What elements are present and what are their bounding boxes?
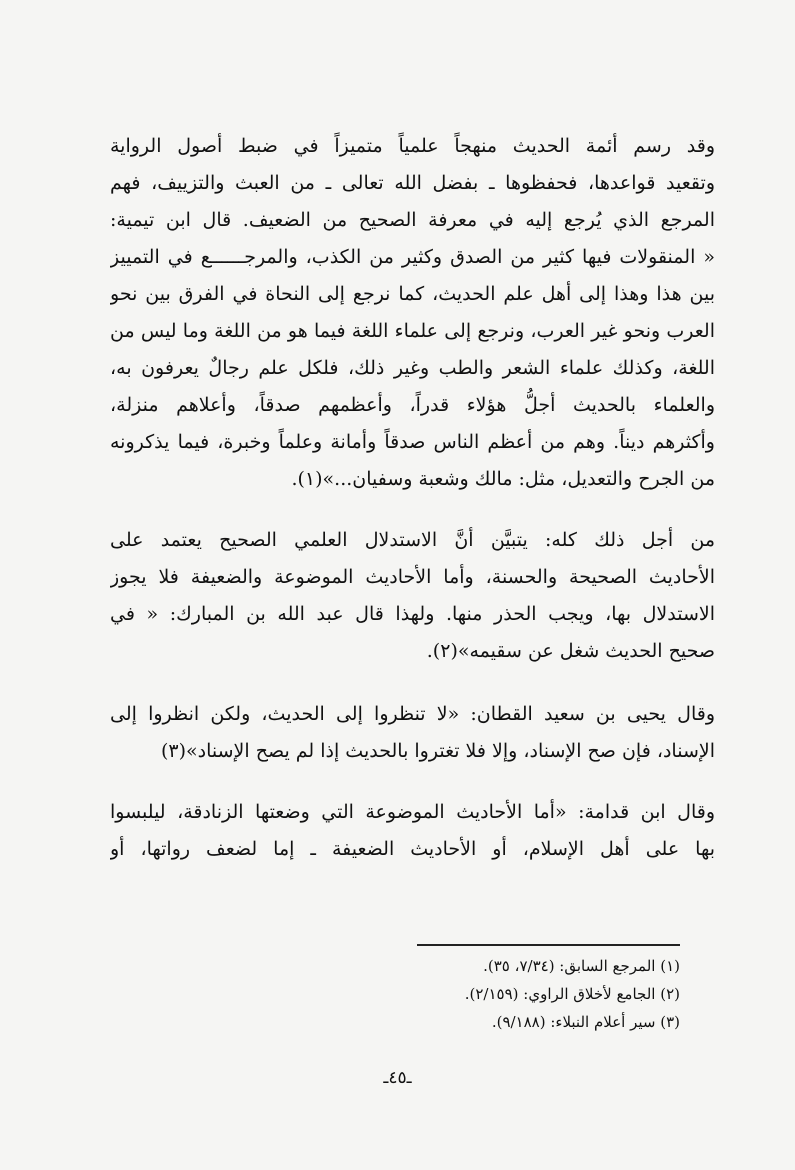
text-line: وقال ابن قدامة: «أما الأحاديث الموضوعة التي وضعتها الزنادقة، ليلبسوا — [110, 801, 715, 823]
text-line: بين هذا وهذا إلى أهل علم الحديث، كما نرجع إلى النحاة في الفرق بين نحو — [110, 283, 715, 305]
paragraph-4 — [110, 794, 715, 868]
footnotes — [320, 952, 680, 1036]
text-line: صحيح الحديث شغل عن سقيمه»(٢). — [426, 640, 715, 662]
paragraph-3 — [110, 696, 715, 770]
text-line: وقد رسم أئمة الحديث منهجاً علمياً متميزاً في ضبط أصول الرواية — [110, 135, 715, 157]
text-line: بها على أهل الإسلام، أو الأحاديث الضعيفة ـ إما لضعف رواتها، أو — [110, 838, 715, 860]
page-number: ـ٤٥ـ — [383, 1068, 412, 1088]
text-line: العرب ونحو غير العرب، ونرجع إلى علماء اللغة فيما هو من اللغة وما ليس من — [110, 320, 715, 342]
text-line: اللغة، وكذلك علماء الشعر والطب وغير ذلك، فلكل علم رجالٌ يعرفون به، — [110, 357, 715, 379]
text-line: من أجل ذلك كله: يتبيَّن أنَّ الاستدلال العلمي الصحيح يعتمد على — [110, 529, 715, 551]
text-line: وتقعيد قواعدها، فحفظوها ـ بفضل الله تعالى ـ من العبث والتزييف، فهم — [110, 172, 715, 194]
text-line: والعلماء بالحديث أجلُّ هؤلاء قدراً، وأعظمهم صدقاً، وأعلاهم منزلة، — [110, 394, 715, 416]
text-line: وقال يحيى بن سعيد القطان: «لا تنظروا إلى الحديث، ولكن انظروا إلى — [110, 703, 715, 725]
footnote-2: (٢) الجامع لأخلاق الراوي: (٢/١٥٩). — [464, 985, 680, 1003]
text-line: من الجرح والتعديل، مثل: مالك وشعبة وسفيان...»(١). — [291, 468, 715, 490]
paragraph-2 — [110, 522, 715, 670]
text-line: الأحاديث الصحيحة والحسنة، وأما الأحاديث الموضوعة والضعيفة فلا يجوز — [110, 566, 715, 588]
text-line: المرجع الذي يُرجع إليه في معرفة الصحيح من الضعيف. قال ابن تيمية: — [110, 209, 715, 231]
paragraph-1 — [110, 128, 715, 498]
body-text — [110, 128, 715, 868]
footnote-3: (٣) سير أعلام النبلاء: (٩/١٨٨). — [491, 1013, 680, 1031]
footnote-divider — [417, 944, 680, 946]
text-line: الاستدلال بها، ويجب الحذر منها. ولهذا قال عبد الله بن المبارك: « في — [110, 603, 715, 625]
text-line: وأكثرهم ديناً. وهم من أعظم الناس صدقاً وأمانة وعلماً وخبرة، فيما يذكرونه — [110, 431, 715, 453]
text-line: « المنقولات فيها كثير من الصدق وكثير من الكذب، والمرجــــــع في التمييز — [110, 246, 715, 268]
footnote-1: (١) المرجع السابق: (٧/٣٤، ٣٥). — [483, 957, 680, 975]
text-line: الإسناد، فإن صح الإسناد، وإلا فلا تغتروا بالحديث إذا لم يصح الإسناد»(٣) — [160, 740, 715, 762]
